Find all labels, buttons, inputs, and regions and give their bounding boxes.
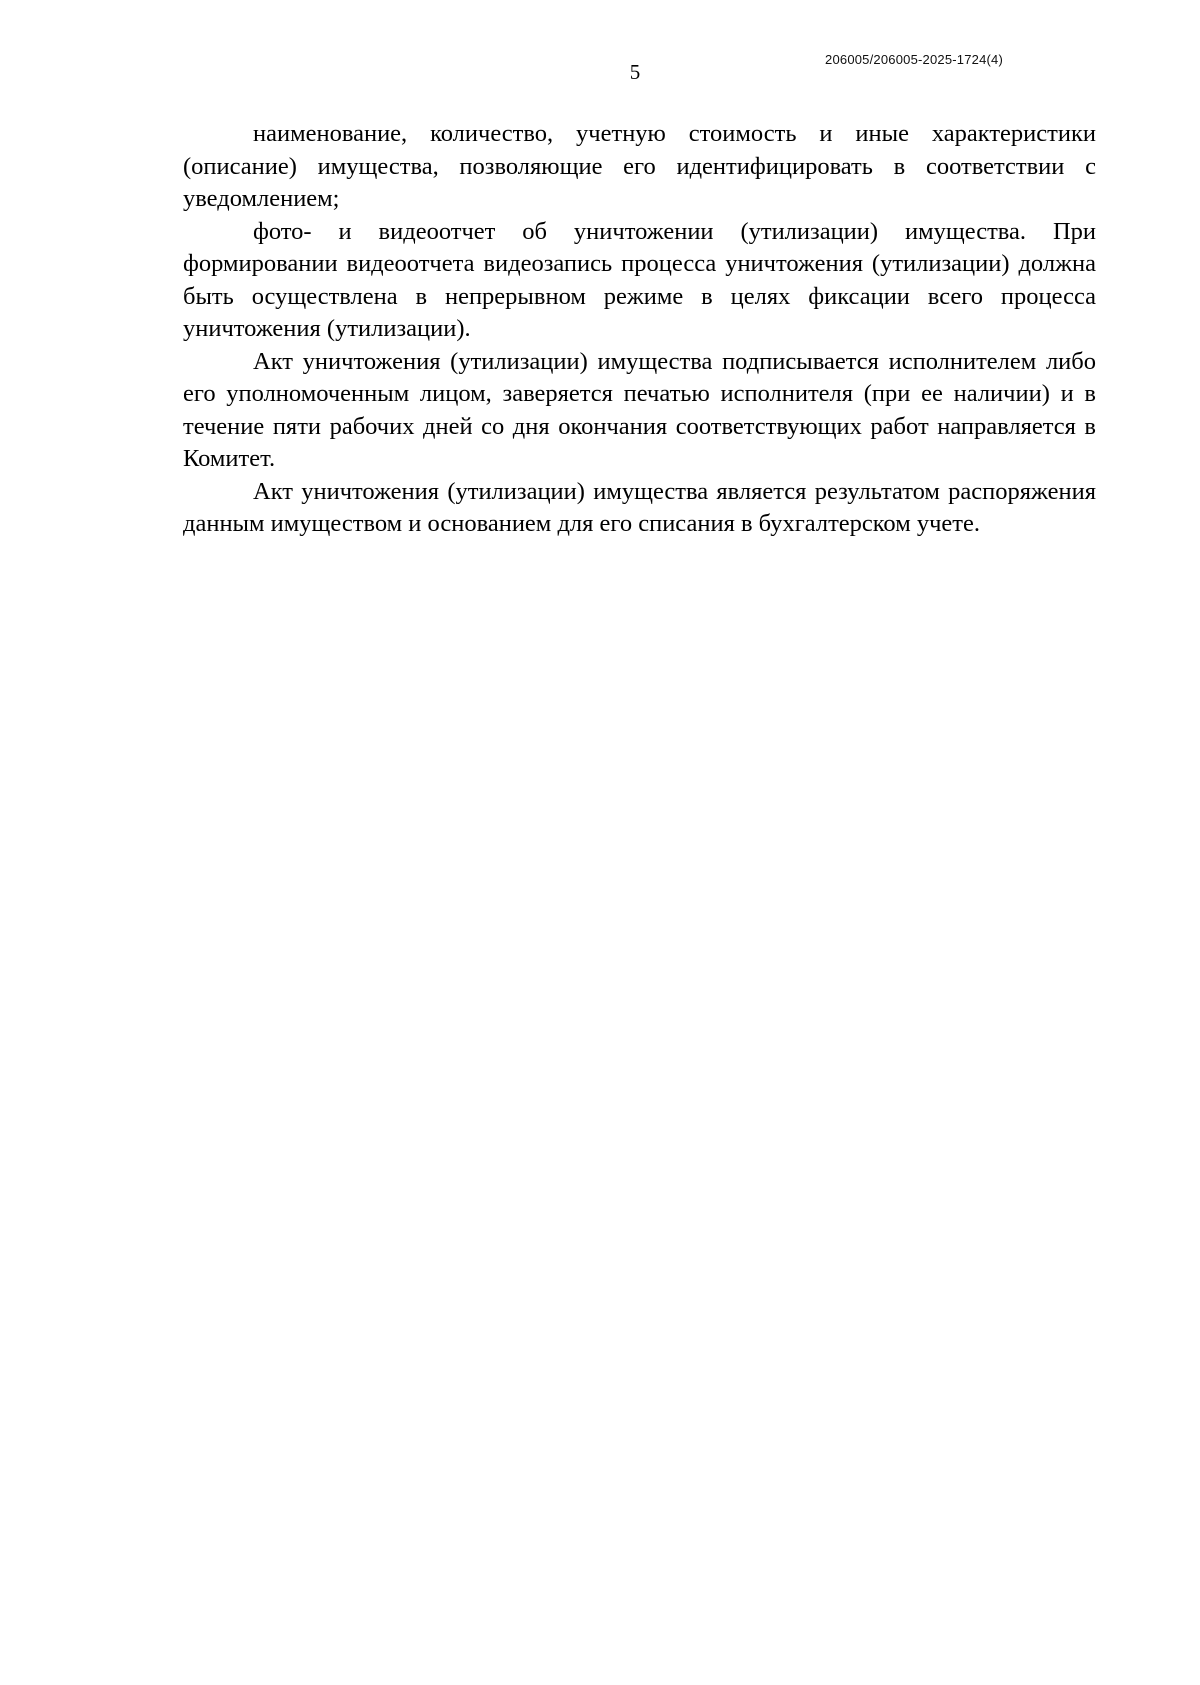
document-registration-number: 206005/206005-2025-1724(4)	[825, 52, 1003, 67]
document-body	[183, 118, 1096, 541]
paragraph-act-result: Акт уничтожения (утилизации) имущества является результатом распоряжения данным имуществом и основанием для его списания в бухгалтерском учете.	[183, 477, 1096, 537]
paragraph-item-characteristics: наименование, количество, учетную стоимость и иные характеристики (описание) имущества, позволяющие его идентифицировать в соответствии с уведомлением;	[183, 120, 1096, 212]
paragraph-photo-video-report: фото- и видеоотчет об уничтожении (утилизации) имущества. При формировании видеоотчета видеозапись процесса уничтожения (утилизации) должна быть осуществлена в непрерывном режиме в целях фиксации всего процесса уничтожения (утилизации).	[183, 217, 1096, 342]
page-number: 5	[629, 60, 641, 84]
paragraph-act-signing: Акт уничтожения (утилизации) имущества подписывается исполнителем либо его уполномоченным лицом, заверяется печатью исполнителя (при ее наличии) и в течение пяти рабочих дней со дня окончания соответствующих работ направляется в Комитет.	[183, 347, 1096, 472]
